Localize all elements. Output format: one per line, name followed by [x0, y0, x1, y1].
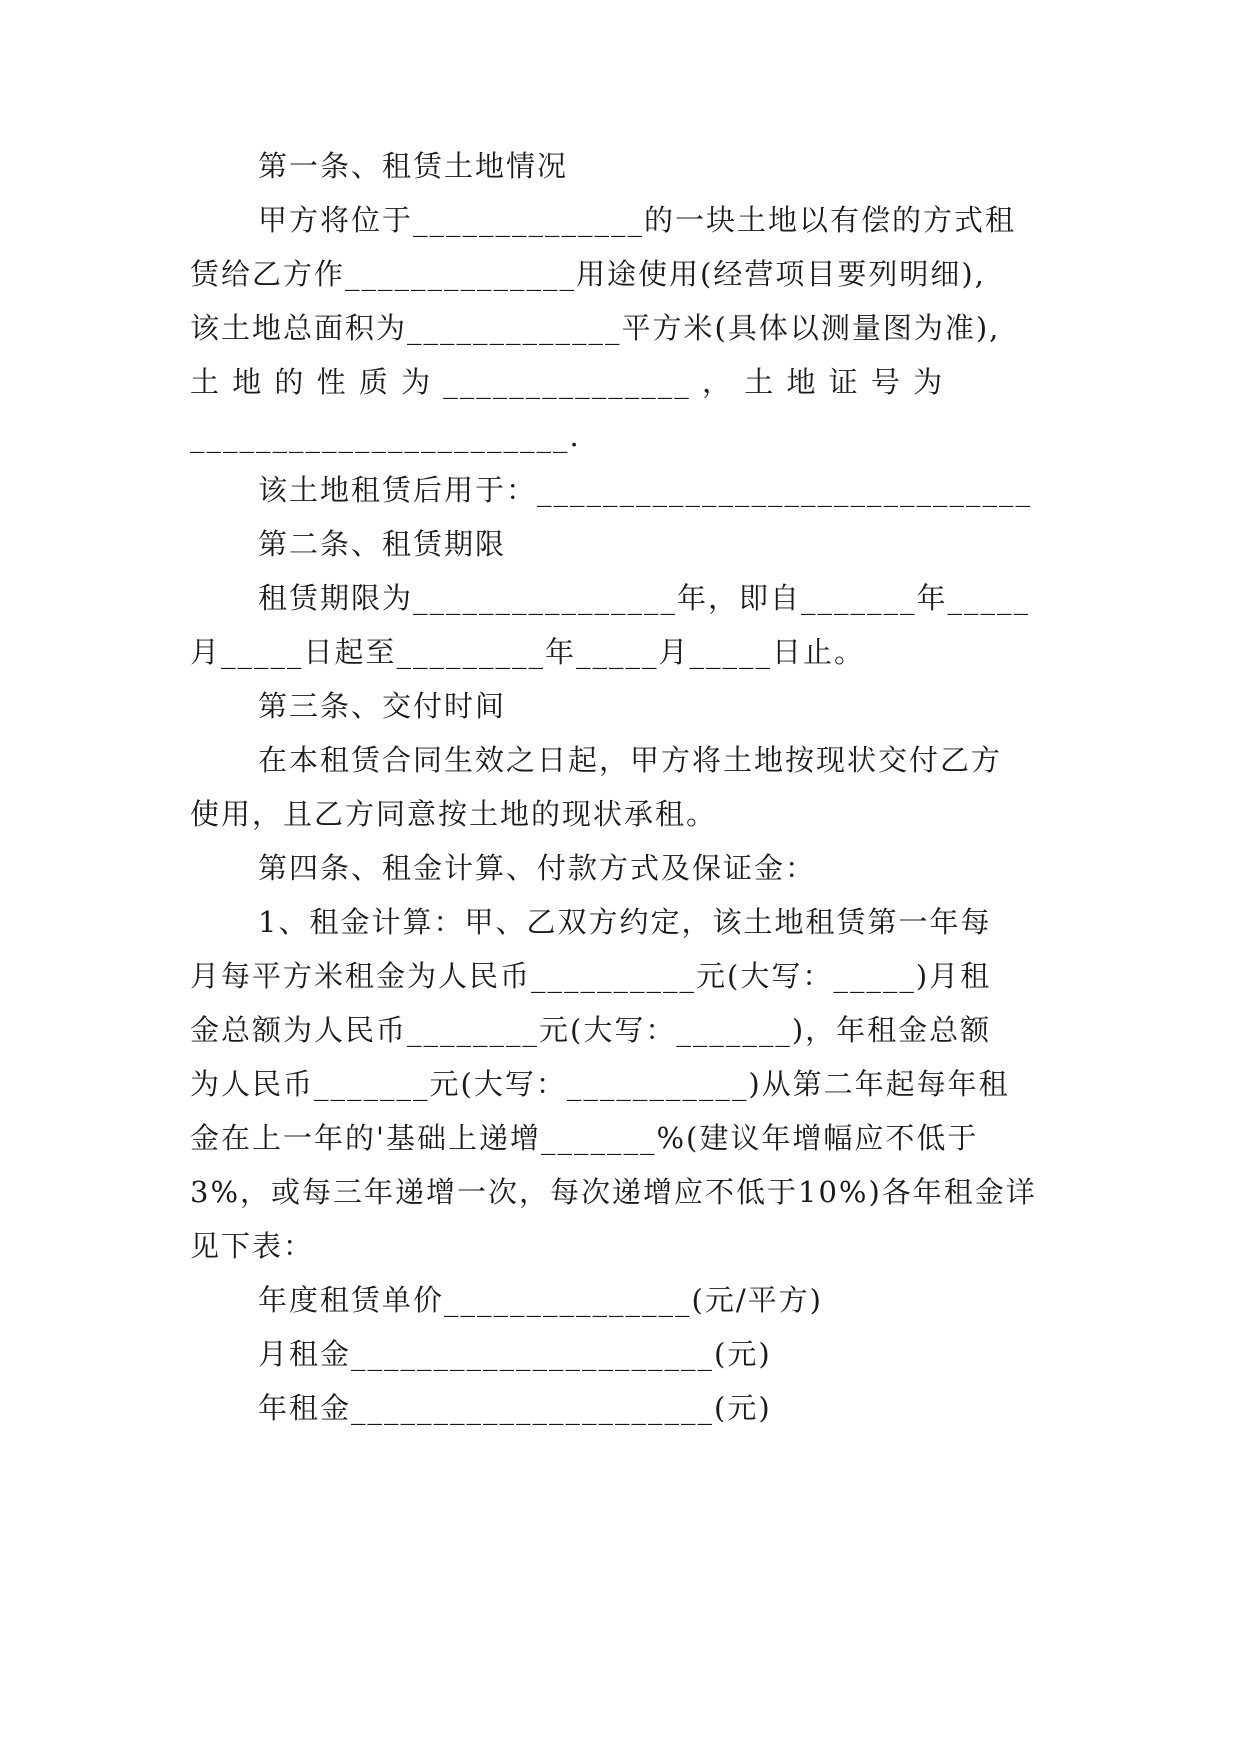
paragraph-line: _______________________. [190, 419, 581, 453]
monthly-rent-line: 月租金______________________(元) [258, 1337, 772, 1371]
paragraph-line: 租赁期限为________________年，即自_______年_____ [258, 581, 1031, 615]
article-3-heading: 第三条、交付时间 [258, 689, 507, 723]
annual-unit-price-line: 年度租赁单价_______________(元/平方) [258, 1283, 823, 1317]
paragraph-line: 3%，或每三年递增一次，每次递增应不低于10%)各年租金详 [190, 1175, 1037, 1209]
paragraph-line: 甲方将位于______________的一块土地以有偿的方式租 [258, 203, 1017, 237]
paragraph-line: 使用，且乙方同意按土地的现状承租。 [190, 797, 718, 831]
article-2-heading: 第二条、租赁期限 [258, 527, 507, 561]
paragraph-line: 月每平方米租金为人民币__________元(大写：_____)月租 [190, 959, 992, 993]
annual-rent-line: 年租金______________________(元) [258, 1391, 772, 1425]
paragraph-line: 为人民币_______元(大写：___________)从第二年起每年租 [190, 1067, 1010, 1101]
paragraph-line: 该土地租赁后用于：______________________________ [258, 473, 1033, 507]
paragraph-line: 见下表： [190, 1229, 315, 1263]
paragraph-line: 金在上一年的'基础上递增_______%(建议年增幅应不低于 [190, 1121, 979, 1155]
paragraph-line: 土 地 的 性 质 为 _______________ ， 土 地 证 号 为 [190, 365, 945, 399]
paragraph-line: 赁给乙方作______________用途使用(经营项目要列明细), [190, 257, 986, 291]
paragraph-line: 金总额为人民币________元(大写：_______)，年租金总额 [190, 1013, 992, 1047]
paragraph-line: 1、租金计算：甲、乙双方约定，该土地租赁第一年每 [258, 905, 992, 939]
paragraph-line: 在本租赁合同生效之日起，甲方将土地按现状交付乙方 [258, 743, 1003, 777]
paragraph-line: 该土地总面积为_____________平方米(具体以测量图为准), [190, 311, 1001, 345]
article-1-heading: 第一条、租赁土地情况 [258, 149, 569, 183]
paragraph-line: 月_____日起至_________年_____月_____日止。 [190, 635, 866, 669]
article-4-heading: 第四条、租金计算、付款方式及保证金： [258, 851, 817, 885]
